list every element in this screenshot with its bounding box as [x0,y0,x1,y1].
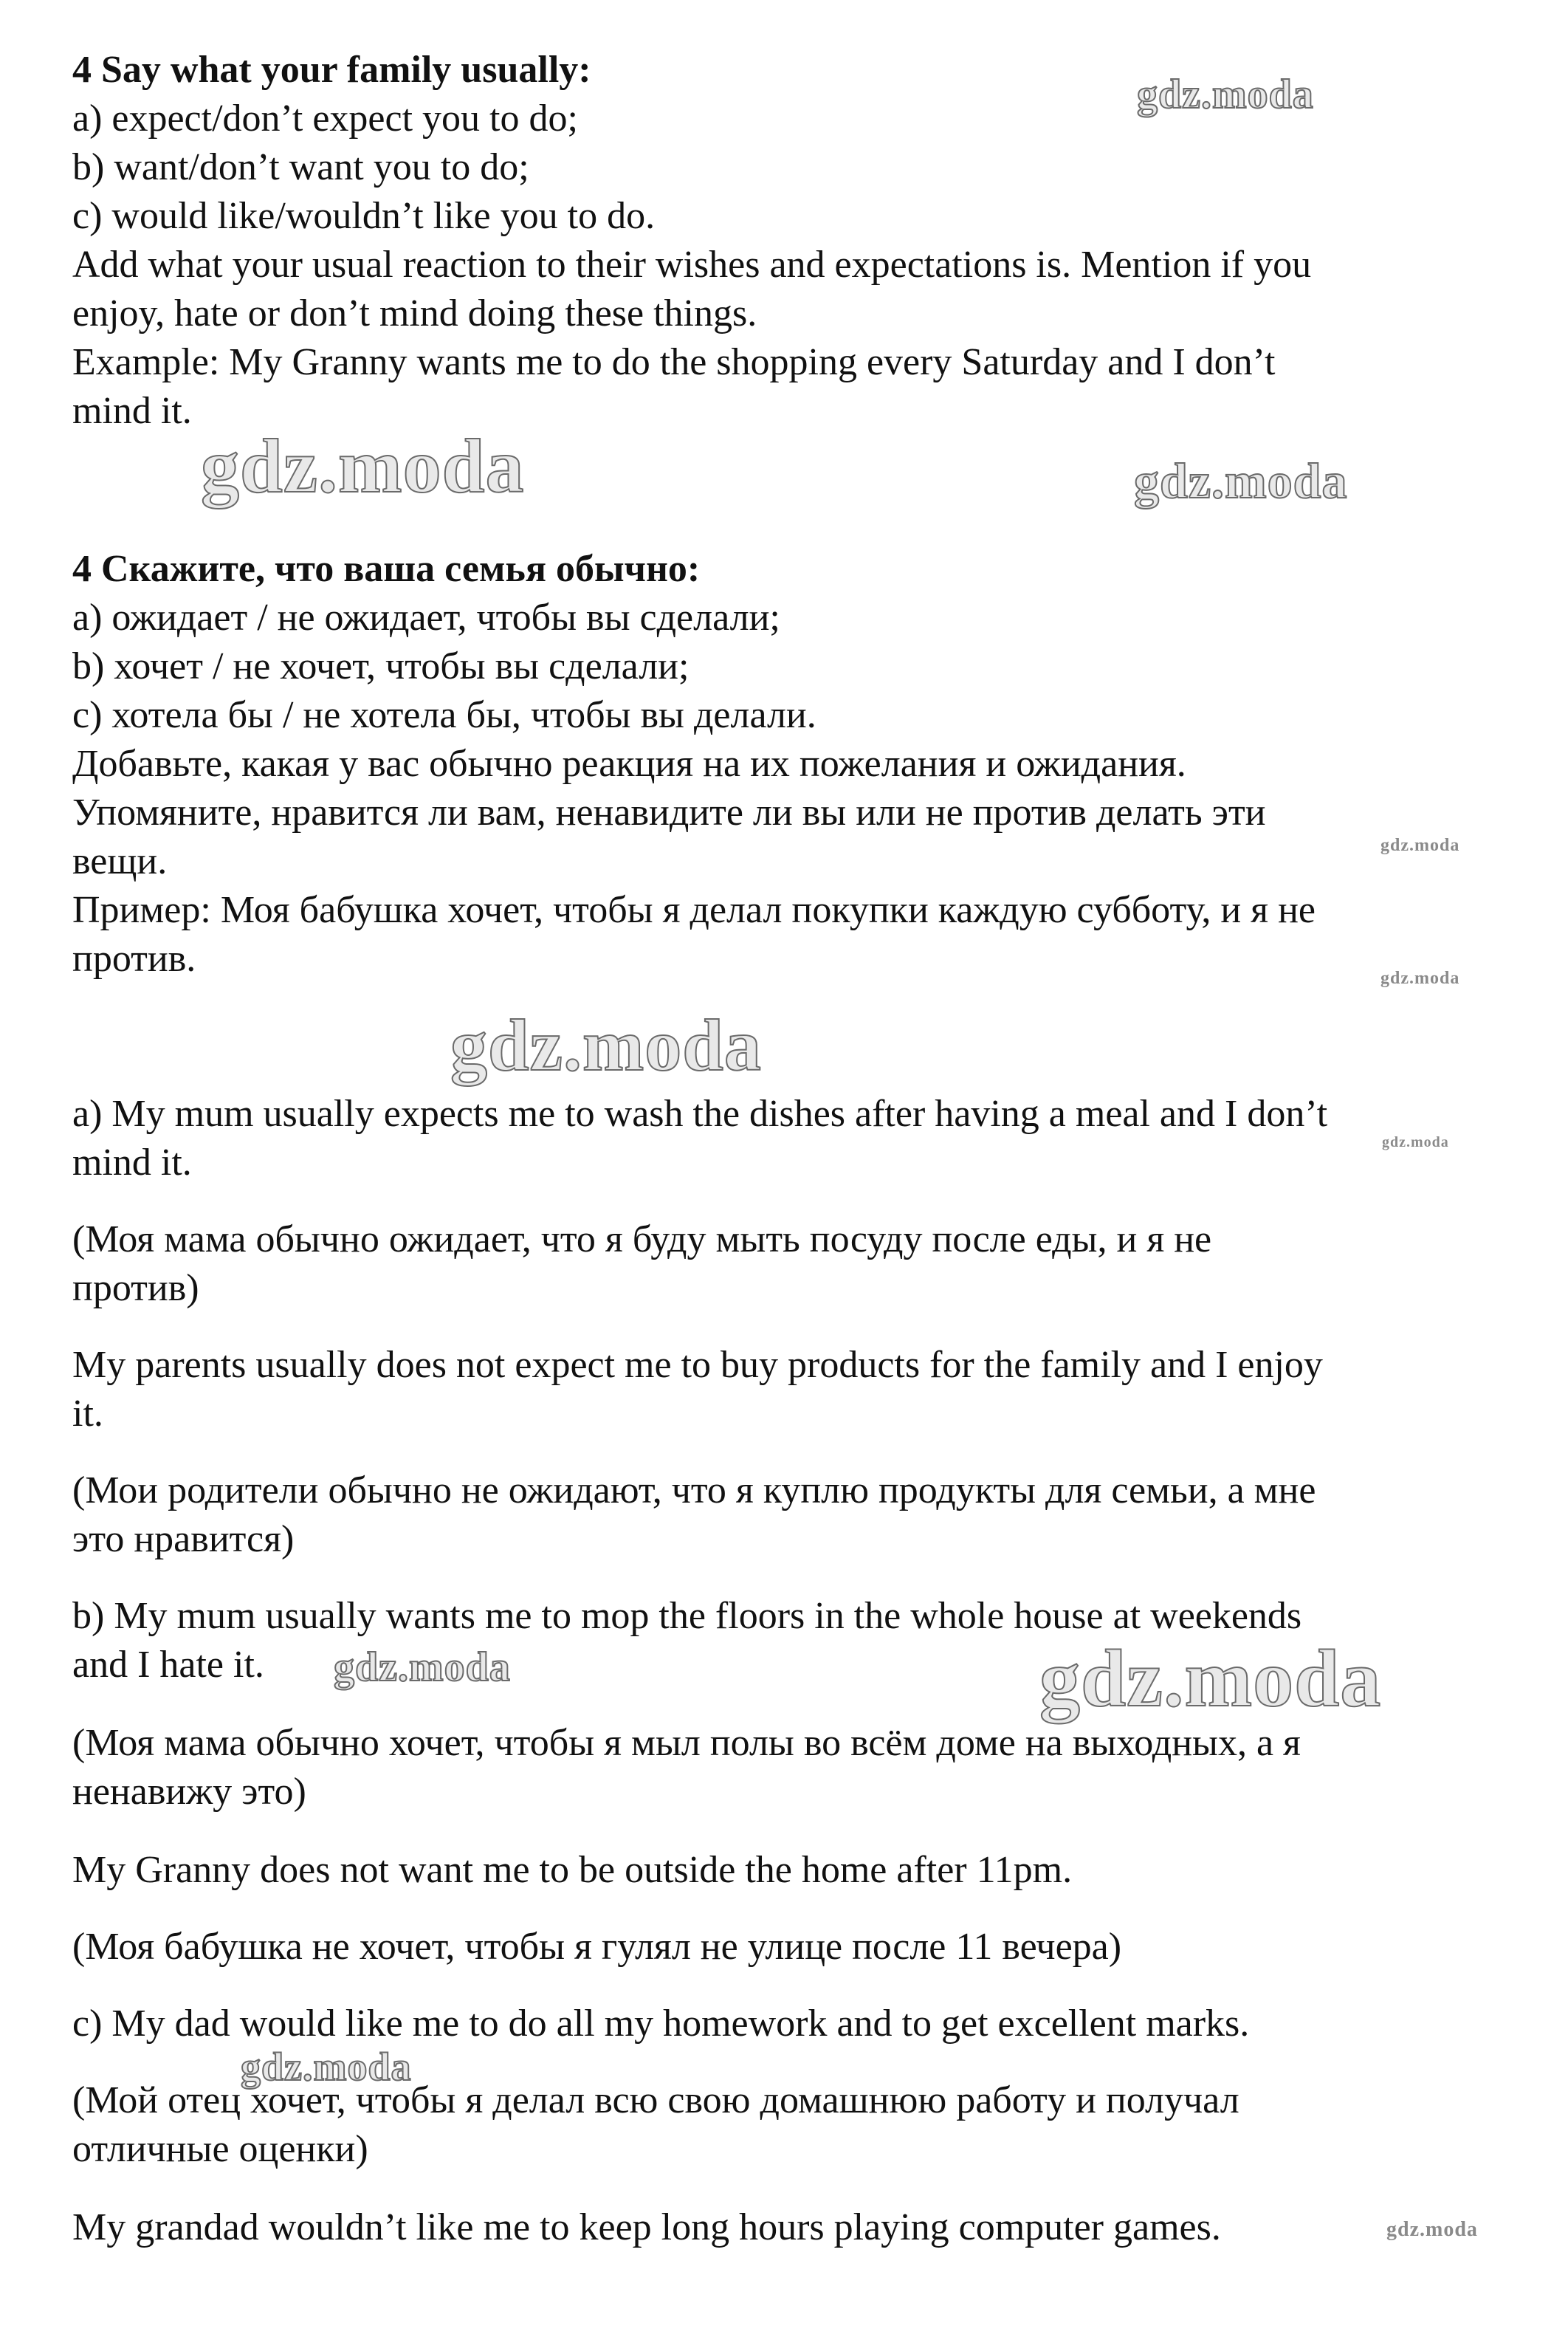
answer-a1-translation-line2: против) [72,1267,199,1309]
answer-a2-line2: it. [72,1393,103,1435]
task-heading-ru: 4 Скажите, что ваша семья обычно: [72,548,701,590]
answer-b2-translation-line1: (Моя бабушка не хочет, чтобы я гулял не улице после 11 вечера) [72,1926,1122,1968]
watermark: gdz.moda [1382,1134,1449,1150]
task-item-c-en: c) would like/wouldn’t like you to do. [72,195,656,237]
task-instruction-ru-line1: Добавьте, какая у вас обычно реакция на их пожелания и ожидания. [72,743,1186,785]
answer-b1-translation-line2: ненавижу это) [72,1771,306,1813]
watermark: gdz.moda [450,1004,762,1086]
answer-c1-translation-line1: (Мой отец хочет, чтобы я делал всю свою домашнюю работу и получал [72,2079,1239,2121]
task-instruction-en-line2: enjoy, hate or don’t mind doing these things. [72,292,757,334]
task-example-en-line2: mind it. [72,390,192,432]
task-instruction-ru-line2: Упомяните, нравится ли вам, ненавидите ли вы или не против делать эти [72,792,1266,834]
watermark: gdz.moda [334,1644,511,1690]
watermark: gdz.moda [241,2045,412,2089]
answer-a1-line1: a) My mum usually expects me to wash the dishes after having a meal and I don’t [72,1093,1328,1135]
watermark: gdz.moda [1380,969,1460,988]
task-item-a-ru: а) ожидает / не ожидает, чтобы вы сделали; [72,597,780,639]
answer-b1-line1: b) My mum usually wants me to mop the floors in the whole house at weekends [72,1595,1302,1637]
answer-b1-line2: and I hate it. [72,1644,264,1686]
watermark: gdz.moda [1137,72,1314,117]
task-example-en-line1: Example: My Granny wants me to do the shopping every Saturday and I don’t [72,341,1276,383]
answer-a2-translation-line2: это нравится) [72,1518,295,1560]
answer-b1-translation-line1: (Моя мама обычно хочет, чтобы я мыл полы во всём доме на выходных, а я [72,1722,1301,1764]
task-example-ru-line2: против. [72,938,196,980]
answer-a2-line1: My parents usually does not expect me to buy products for the family and I enjoy [72,1344,1323,1386]
answer-a1-line2: mind it. [72,1142,192,1184]
task-example-ru-line1: Пример: Моя бабушка хочет, чтобы я делал покупки каждую субботу, и я не [72,889,1316,931]
watermark: gdz.moda [1039,1633,1382,1723]
watermark: gdz.moda [201,424,525,509]
task-heading-en: 4 Say what your family usually: [72,49,591,91]
task-item-c-ru: c) хотела бы / не хотела бы, чтобы вы делали. [72,694,816,736]
answer-a1-translation-line1: (Моя мама обычно ожидает, что я буду мыть посуду после еды, и я не [72,1218,1212,1260]
answer-c1-translation-line2: отличные оценки) [72,2128,368,2170]
watermark: gdz.moda [1134,453,1348,509]
answer-c2-line1: My grandad wouldn’t like me to keep long hours playing computer games. [72,2206,1221,2248]
task-instruction-en-line1: Add what your usual reaction to their wishes and expectations is. Mention if you [72,244,1312,286]
task-instruction-ru-line3: вещи. [72,840,168,882]
task-item-b-ru: b) хочет / не хочет, чтобы вы сделали; [72,645,690,687]
watermark: gdz.moda [1380,836,1460,855]
watermark: gdz.moda [1386,2218,1478,2241]
answer-a2-translation-line1: (Мои родители обычно не ожидают, что я куплю продукты для семьи, а мне [72,1469,1316,1511]
task-item-a-en: a) expect/don’t expect you to do; [72,97,578,140]
task-item-b-en: b) want/don’t want you to do; [72,146,529,188]
answer-b2-line1: My Granny does not want me to be outside the home after 11pm. [72,1849,1073,1891]
answer-c1-line1: c) My dad would like me to do all my homework and to get excellent marks. [72,2002,1250,2045]
